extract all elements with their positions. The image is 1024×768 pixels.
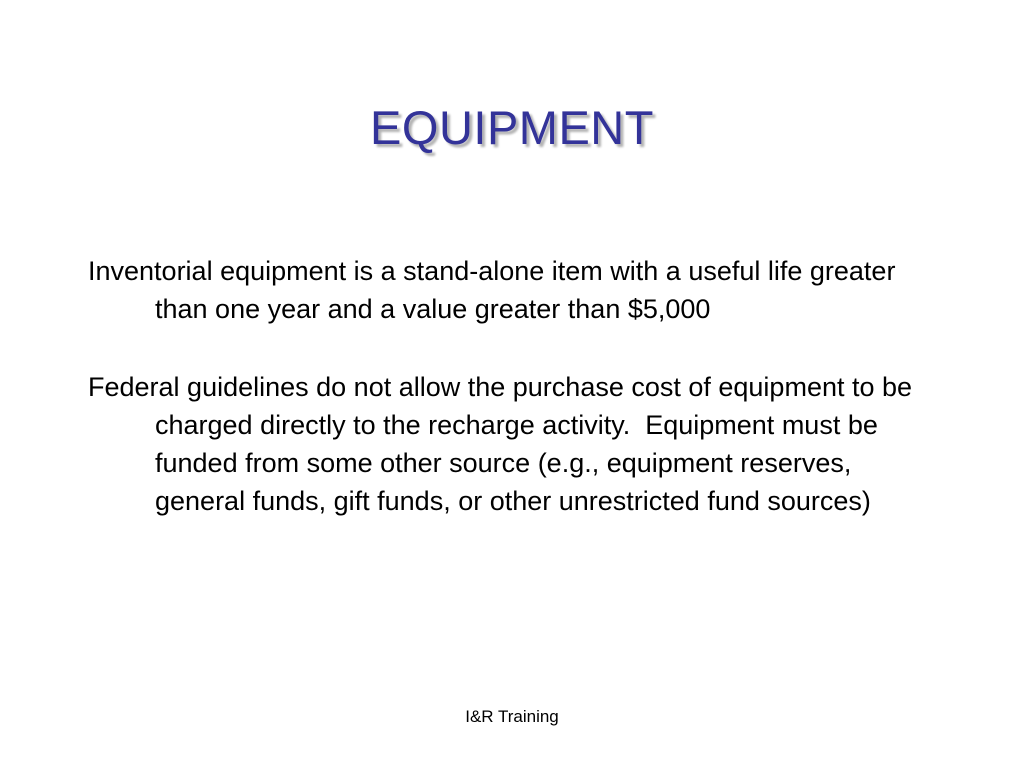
- paragraph-federal-guidelines: Federal guidelines do not allow the purchase cost of equipment to be charged directly to the recharge activity. Equipment must be funded from some other source (e.g., equipment reserves, general funds, gift funds, or other unrestricted fund sources): [88, 372, 920, 516]
- paragraph-inventorial-equipment: Inventorial equipment is a stand-alone item with a useful life greater than one year and a value greater than $5,000: [88, 256, 903, 324]
- slide-title: EQUIPMENT: [370, 101, 654, 154]
- slide-body: [88, 252, 928, 560]
- slide-footer: I&R Training: [465, 707, 559, 726]
